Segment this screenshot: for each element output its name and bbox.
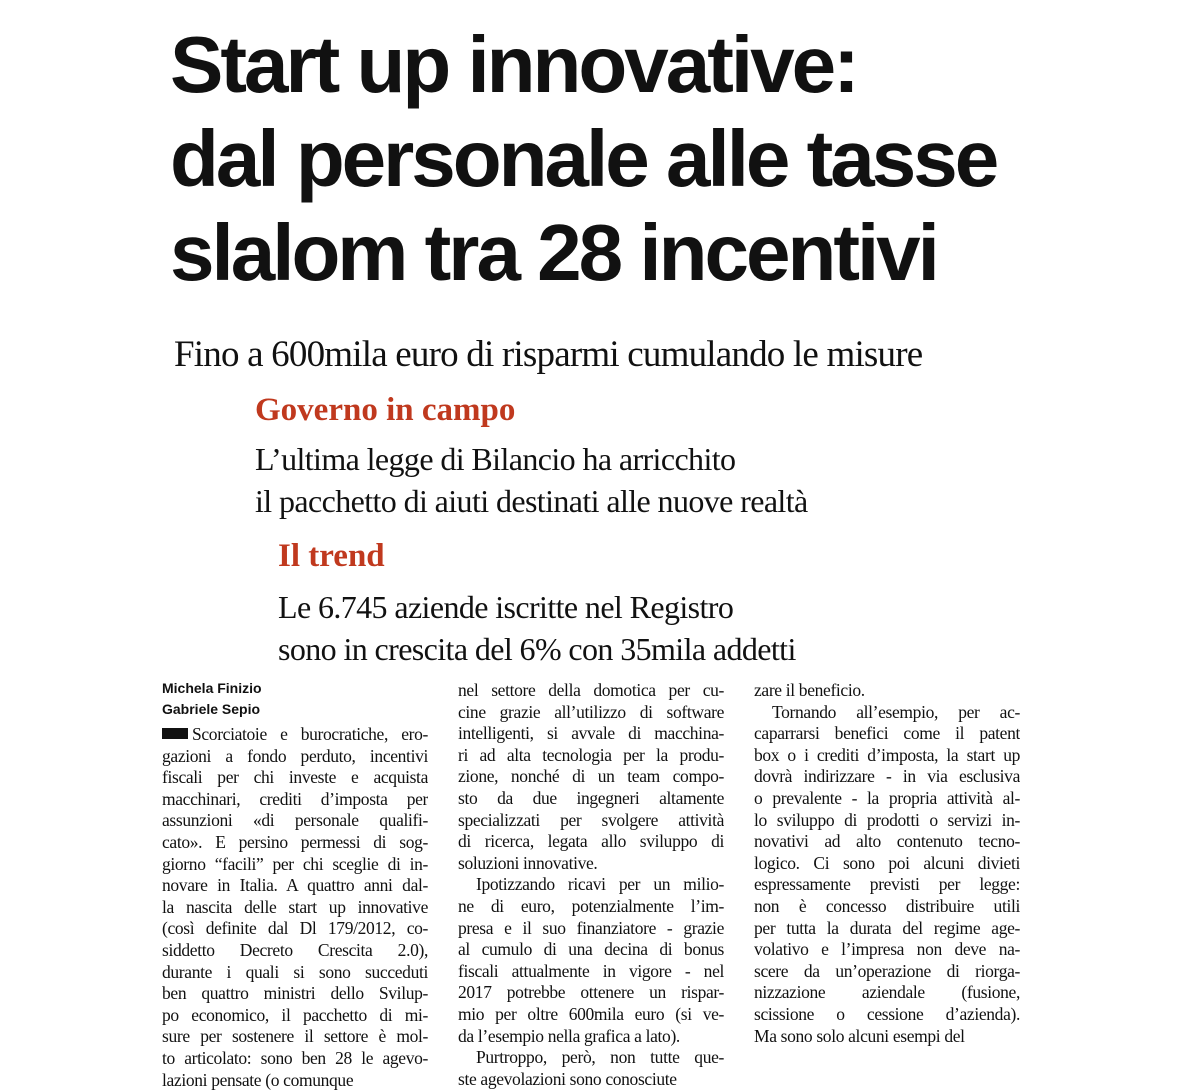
body-text-line: durante i quali si sono succeduti: [162, 961, 428, 982]
deck-line: Le 6.745 aziende iscritte nel Registro: [278, 589, 734, 625]
body-text-line: Scorciatoie e burocratiche, ero-: [162, 724, 428, 746]
body-text-line: scissione o cessione d’azienda).: [754, 1003, 1020, 1024]
body-text-line: fiscali attualmente in vigore - nel: [458, 960, 724, 981]
headline: [170, 18, 1170, 300]
text-column-2: [458, 680, 724, 1090]
body-text-line: lo sviluppo di prodotti o servizi in-: [754, 809, 1020, 830]
deck-line: il pacchetto di aiuti destinati alle nuove realtà: [255, 483, 808, 519]
body-text-line: box o i crediti d’imposta, la start up: [754, 744, 1020, 765]
body-text-line: specializzati per svolgere attività: [458, 809, 724, 830]
text-column-3: [754, 680, 1020, 1047]
body-text-line: cato». E persino permessi di sog-: [162, 831, 428, 852]
body-text-line: espressamente previsti per legge:: [754, 874, 1020, 895]
headline-line: dal personale alle tasse: [170, 114, 997, 203]
body-text-line: scere da un’operazione di riorga-: [754, 960, 1020, 981]
kicker-trend: Il trend: [278, 538, 385, 574]
body-text-line: da l’esempio nella grafica a lato).: [458, 1025, 680, 1046]
deck-line: sono in crescita del 6% con 35mila addetti: [278, 631, 796, 667]
body-text-line: volativo e l’impresa non deve na-: [754, 939, 1020, 960]
body-text-line: caparrarsi benefici come il patent: [754, 723, 1020, 744]
body-text-line: ben quattro ministri dello Svilup-: [162, 983, 428, 1004]
author-name: Michela Finizio: [162, 680, 262, 696]
body-text-line: non è concesso distribuire utili: [754, 895, 1020, 916]
body-text-line: assunzioni «di personale qualifi-: [162, 810, 428, 831]
kicker-governo: Governo in campo: [255, 392, 516, 428]
body-text-line: di ricerca, legata allo sviluppo di: [458, 831, 724, 852]
body-text-line: zione, nonché di un team compo-: [458, 766, 724, 787]
lead-marker-icon: [162, 728, 188, 739]
body-text-line: lazioni pensate (o comunque: [162, 1069, 354, 1090]
body-text-line: novativi ad alto contenuto tecno-: [754, 831, 1020, 852]
body-text-line: presa e il suo finanziatore - grazie: [458, 917, 724, 938]
body-text-line: nel settore della domotica per cu-: [458, 680, 724, 700]
body-text-line: zare il beneficio.: [754, 680, 865, 700]
body-text-line: logico. Ci sono poi alcuni divieti: [754, 852, 1020, 873]
body-text-line: sto da due ingegneri altamente: [458, 787, 724, 808]
body-text-line: ste agevolazioni sono conosciute: [458, 1068, 677, 1089]
body-text-line: al cumulo di una decina di bonus: [458, 939, 724, 960]
body-text-line: cine grazie all’utilizzo di software: [458, 701, 724, 722]
deck-trend: [278, 586, 796, 670]
body-text-line: ne di euro, potenzialmente l’im-: [458, 895, 724, 916]
byline: [162, 678, 262, 720]
body-text-line: siddetto Decreto Crescita 2.0),: [162, 939, 428, 960]
body-text-line: dovrà indirizzare - in via esclusiva: [754, 766, 1020, 787]
body-text-line: ri ad alta tecnologia per la produ-: [458, 744, 724, 765]
body-text-line: po economico, il pacchetto di mi-: [162, 1004, 428, 1025]
deck-line: L’ultima legge di Bilancio ha arricchito: [255, 441, 736, 477]
text-column-1: [162, 724, 428, 1091]
body-text-line: soluzioni innovative.: [458, 852, 598, 873]
headline-line: Start up innovative:: [170, 20, 857, 109]
body-text-line: la nascita delle start up innovative: [162, 896, 428, 917]
body-text-line: to articolato: sono ben 28 le agevo-: [162, 1047, 428, 1068]
body-text-line: giorno “facili” per chi sceglie di in-: [162, 853, 428, 874]
body-text-line: Ipotizzando ricavi per un milio-: [476, 874, 724, 895]
headline-line: slalom tra 28 incentivi: [170, 208, 937, 297]
body-text-line: mio per oltre 600mila euro (si ve-: [458, 1003, 724, 1024]
body-text-line: (così definite dal Dl 179/2012, co-: [162, 918, 428, 939]
body-text-line: novare in Italia. A quattro anni dal-: [162, 875, 428, 896]
body-text-line: per tutta la durata del regime age-: [754, 917, 1020, 938]
body-text-line: sure per sostenere il settore è mol-: [162, 1026, 428, 1047]
body-text-line: Ma sono solo alcuni esempi del: [754, 1025, 965, 1046]
subtitle: Fino a 600mila euro di risparmi cumulando le misure: [174, 334, 923, 375]
body-text-line: gazioni a fondo perduto, incentivi: [162, 745, 428, 766]
body-text-line: macchinari, crediti d’imposta per: [162, 788, 428, 809]
body-text-line: Tornando all’esempio, per ac-: [772, 701, 1020, 722]
author-name: Gabriele Sepio: [162, 701, 261, 717]
body-text-line: o prevalente - la propria attività al-: [754, 787, 1020, 808]
body-text-line: nizzazione aziendale (fusione,: [754, 982, 1020, 1003]
body-text-line: intelligenti, si avvale di macchina-: [458, 723, 724, 744]
body-text-line: fiscali per chi investe e acquista: [162, 767, 428, 788]
body-text-line: 2017 potrebbe ottenere un rispar-: [458, 982, 724, 1003]
deck-governo: [255, 438, 808, 522]
body-text-line: Purtroppo, però, non tutte que-: [476, 1047, 724, 1068]
